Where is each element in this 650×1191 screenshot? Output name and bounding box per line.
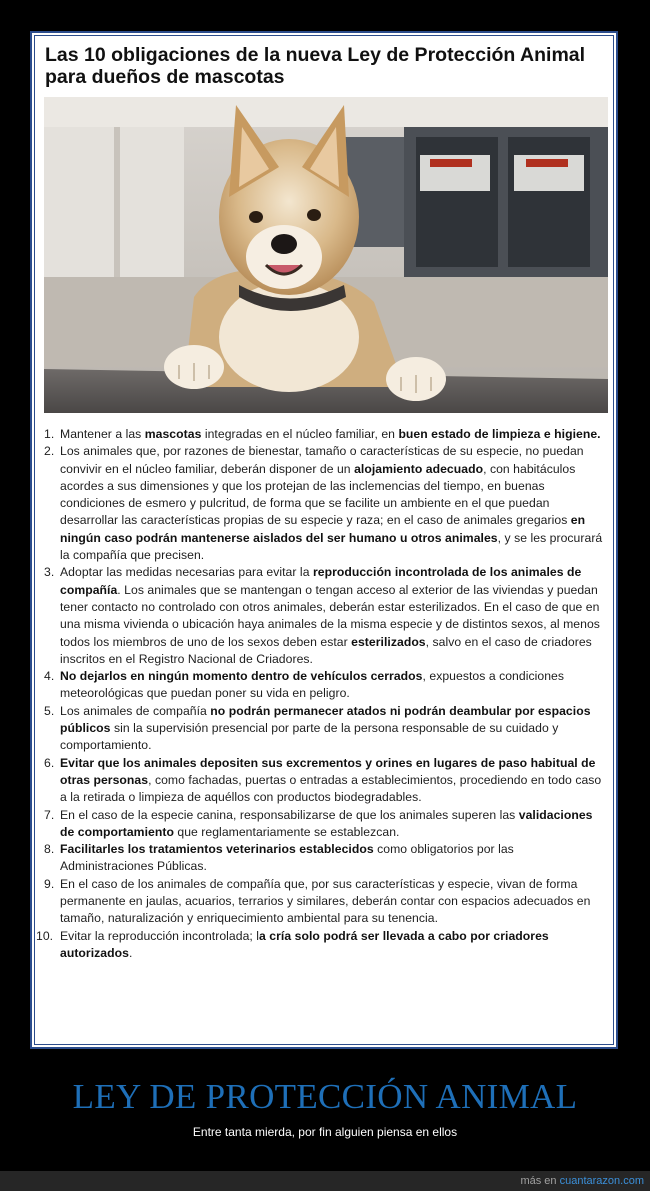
bold-text: reproducción incontrolada de los animales de compañía <box>60 565 582 597</box>
list-item-number: 6. <box>44 755 55 770</box>
bold-text: Evitar que los animales depositen sus excrementos y orines en lugares de paso habitual de otras personas <box>60 755 596 787</box>
bold-text: alojamiento adecuado <box>354 461 484 476</box>
list-item-text <box>60 877 590 926</box>
list-item-text <box>60 444 602 562</box>
regular-text: que reglamentariamente se establezcan. <box>173 824 400 839</box>
list-item-text <box>60 756 601 805</box>
list-item <box>44 426 604 443</box>
regular-text: Los animales que, por razones de bienestar, tamaño o características de su especie, no puedan convivir en el núcleo familiar, deberán disponer de un <box>60 444 584 476</box>
list-item <box>44 703 604 755</box>
list-item-number: 7. <box>44 807 55 822</box>
list-item-number: 9. <box>44 876 55 891</box>
bold-text: no podrán permanecer atados ni podrán deambular por espacios públicos <box>60 703 591 736</box>
regular-text: , y se les procurará la compañía que precisen. <box>60 530 603 563</box>
regular-text: sin la supervisión presencial por parte de la persona responsable de su cuidado y comportamiento. <box>60 721 559 753</box>
post-title: Las 10 obligaciones de la nueva Ley de Protección Animal para dueños de mascotas <box>45 44 586 88</box>
bottom-bar-prefix: más en <box>520 1175 560 1187</box>
list-item <box>44 841 604 876</box>
bold-text: esterilizados <box>351 634 426 649</box>
list-item-number: 5. <box>44 703 55 718</box>
regular-text: En el caso de los animales de compañía que, por sus características y especie, vivan de forma permanente en jaulas, acuarios, terrarios y similares, deberán contar con espacios adecuados en tamaño, naturalización y enriquecimiento ambiental para su tenencia. <box>60 876 591 926</box>
list-item <box>36 928 604 963</box>
regular-text: Mantener a las <box>60 427 145 441</box>
post-card <box>30 31 618 1049</box>
list-item-number: 3. <box>44 565 55 580</box>
list-item <box>44 807 604 842</box>
regular-text: En el caso de la especie canina, responsabilizarse de que los animales superen las <box>60 807 519 822</box>
bold-text: buen estado de limpieza e higiene. <box>398 427 601 441</box>
list-item-text <box>60 929 549 960</box>
regular-text: . <box>128 945 133 960</box>
regular-text: , salvo en el caso de criadores inscritos en el Registro Nacional de Criadores. <box>60 634 592 666</box>
list-item-text <box>60 704 591 753</box>
post-card-inner <box>34 35 614 1045</box>
list-item-number: 1. <box>44 427 55 441</box>
list-item <box>44 755 604 807</box>
list-item-text <box>60 669 564 700</box>
regular-text: integradas en el núcleo familiar, en <box>201 427 399 441</box>
bold-text: mascotas <box>144 427 202 441</box>
list-item-number: 8. <box>44 842 55 857</box>
list-item-text <box>60 427 601 441</box>
regular-text: Adoptar las medidas necesarias para evitar la <box>60 565 313 580</box>
dog-photo <box>44 97 608 413</box>
regular-text: , expuestos a condiciones meteorológicas que puedan poner su vida en peligro. <box>60 669 564 701</box>
list-item-text <box>60 842 514 873</box>
regular-text: Los animales de compañía <box>60 703 211 718</box>
bold-text: validaciones de comportamiento <box>60 807 593 839</box>
list-item <box>44 564 604 668</box>
bold-text: en ningún caso podrán mantenerse aislados del ser humano u otros animales <box>60 513 586 545</box>
list-item <box>44 668 604 703</box>
footer-title: LEY DE PROTECCIÓN ANIMAL <box>72 1077 578 1116</box>
regular-text: , como fachadas, puertas o entradas a establecimientos, procediendo en todo caso a la retirada o limpieza de aquéllos con productos biodegradables. <box>60 772 602 805</box>
list-item-number: 10. <box>36 928 54 943</box>
site-link[interactable]: cuantarazon.com <box>559 1175 644 1187</box>
obligations-list <box>36 426 604 962</box>
regular-text: , con habitáculos acordes a sus dimensiones y que los protejan de las inclemencias del tiempo, en buenas condiciones de esmero y pulcritud, de forma que se facilite un ambiente en el que puedan desarrollar las características propias de su especie y raza; en el caso de animales gregarios <box>60 461 576 528</box>
regular-text: Evitar la reproducción incontrolada; l <box>60 928 260 943</box>
list-item-number: 2. <box>44 444 55 459</box>
bold-text: Facilitarles los tratamientos veterinarios establecidos <box>60 842 374 857</box>
bottom-bar <box>0 1171 650 1191</box>
list-item <box>44 443 604 564</box>
bold-text: a cría solo podrá ser llevada a cabo por criadores autorizados <box>60 928 549 960</box>
regular-text: como obligatorios por las Administraciones Públicas. <box>60 842 514 874</box>
bold-text: No dejarlos en ningún momento dentro de vehículos cerrados <box>60 669 423 684</box>
list-item-number: 4. <box>44 669 55 684</box>
list-item-text <box>60 565 600 665</box>
list-item <box>44 876 604 928</box>
footer-subtitle: Entre tanta mierda, por fin alguien piensa en ellos <box>192 1125 458 1139</box>
list-item-text <box>60 808 593 839</box>
regular-text: . Los animales que se mantengan o tengan acceso al exterior de las viviendas y puedan tener contacto no controlado con otros animales, deberán estar esterilizados. En el caso de que en una misma vivienda o ubicación haya animales de la misma especie y de distintos sexos, al menos todos los miembros de uno de los sexos deben estar <box>60 582 600 649</box>
